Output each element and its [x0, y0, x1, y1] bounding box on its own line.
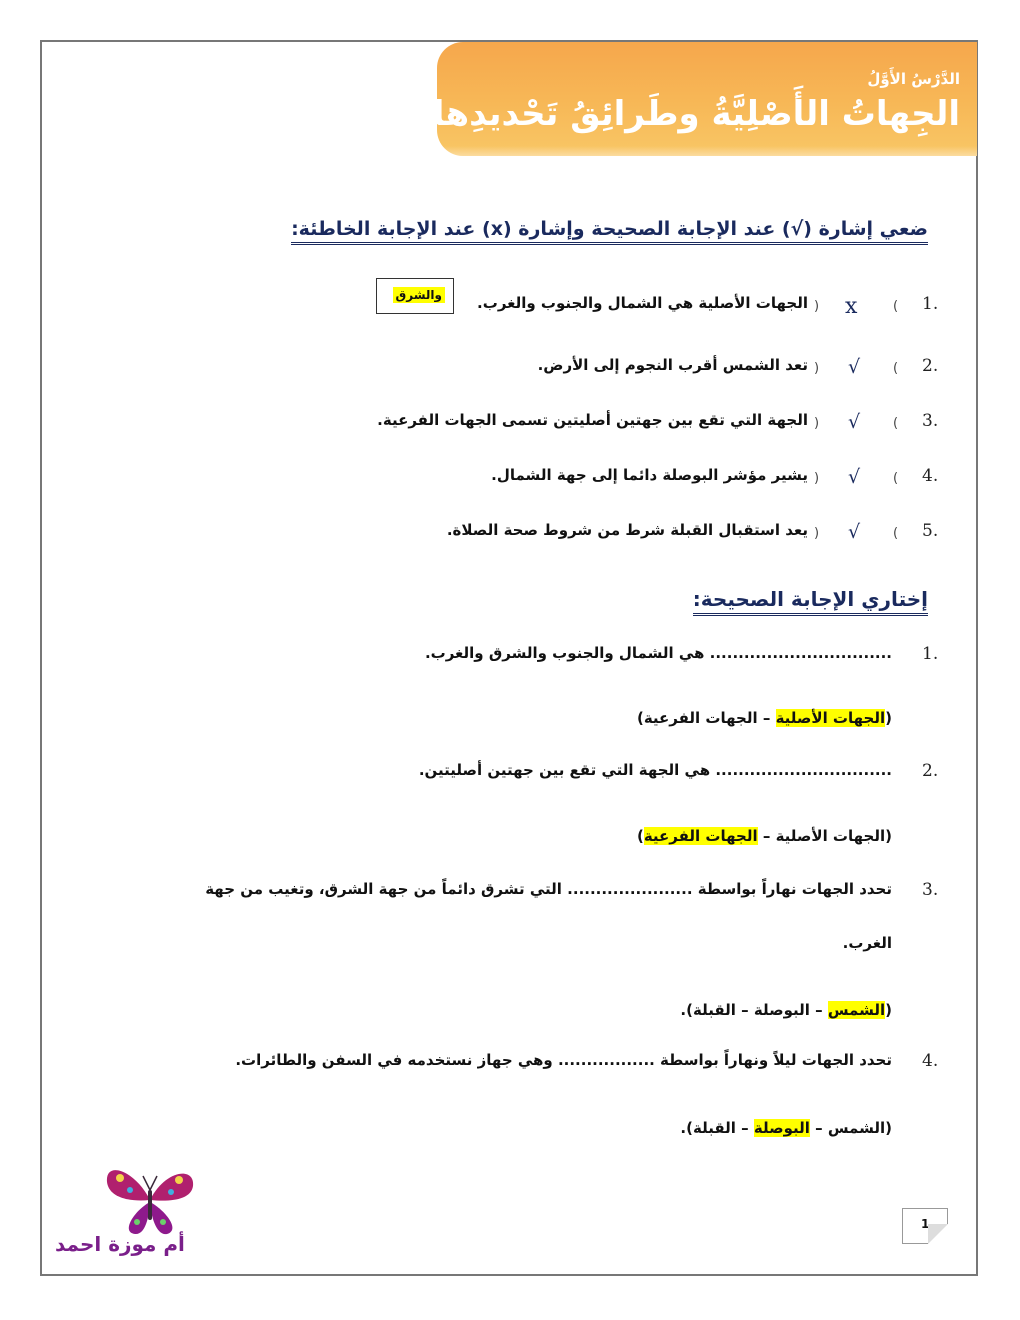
lesson-title: الجِهاتُ الأَصْلِيَّةُ وطَرائِقُ تَحْديدِها [432, 94, 960, 134]
item-number: 5. [922, 521, 939, 541]
correction-box [376, 278, 454, 314]
option-correct: البوصلة [753, 1119, 810, 1137]
close-paren: ) [814, 416, 820, 431]
options-close: ) [636, 709, 644, 727]
open-paren: ( [893, 416, 899, 431]
page-number: 1 [921, 1217, 930, 1231]
options-open: ( [885, 1119, 892, 1137]
option-correct: الجهات الأصلية [775, 709, 886, 727]
options-open: ( [885, 709, 892, 727]
question-number: 4. [922, 1051, 939, 1071]
options-line [680, 1119, 892, 1137]
option: القبلة [692, 1119, 736, 1137]
item-text: يشير مؤشر البوصلة دائما إلى جهة الشمال. [491, 466, 808, 484]
item-text: الجهة التي تقع بين جهتين أصليتين تسمى الجهات الفرعية. [377, 411, 808, 429]
item-number: 4. [922, 466, 939, 486]
wrong-mark: x [845, 294, 858, 319]
options-separator: – [809, 1001, 828, 1019]
check-mark: √ [848, 521, 861, 543]
question-number: 1. [922, 644, 939, 664]
options-line [637, 827, 892, 845]
butterfly-logo-icon [95, 1160, 205, 1240]
close-paren: ) [814, 299, 820, 314]
close-paren: ) [814, 471, 820, 486]
check-mark: √ [848, 356, 861, 378]
close-paren: ) [814, 526, 820, 541]
lesson-label: الدَّرْسُ الأَوَّلُ [867, 70, 960, 88]
section1-heading: ضعي إشارة (√) عند الإجابة الصحيحة وإشارة (x) عند الإجابة الخاطئة: [291, 218, 928, 245]
options-open: ( [885, 827, 892, 845]
item-text: تعد الشمس أقرب النجوم إلى الأرض. [537, 356, 808, 374]
option: الشمس [827, 1119, 886, 1137]
options-close: ). [680, 1001, 693, 1019]
check-mark: √ [848, 466, 861, 488]
open-paren: ( [893, 471, 899, 486]
open-paren: ( [893, 526, 899, 541]
item-number: 2. [922, 356, 939, 376]
options-close: ). [680, 1119, 693, 1137]
question-text: ................................ هي الشمال والجنوب والشرق والغرب. [424, 644, 892, 662]
logo-text: أم موزة احمد [55, 1232, 185, 1256]
option: الجهات الفرعية [643, 709, 758, 727]
options-line [680, 1001, 892, 1019]
options-separator: – [757, 827, 776, 845]
options-separator: – [735, 1119, 754, 1137]
option: الجهات الأصلية [775, 827, 886, 845]
options-separator: – [809, 1119, 828, 1137]
question-text: ............................... هي الجهة التي تقع بين جهتين أصليتين. [418, 761, 892, 779]
check-mark: √ [848, 411, 861, 433]
close-paren: ) [814, 361, 820, 376]
options-open: ( [885, 1001, 892, 1019]
options-line [637, 709, 892, 727]
item-text: الجهات الأصلية هي الشمال والجنوب والغرب. [477, 294, 808, 312]
options-close: ) [636, 827, 644, 845]
item-text: يعد استقبال القبلة شرط من شروط صحة الصلاة. [446, 521, 808, 539]
section2-heading: إختاري الإجابة الصحيحة: [693, 587, 928, 616]
question-number: 3. [922, 880, 939, 900]
option-correct: الشمس [827, 1001, 886, 1019]
option: القبلة [692, 1001, 736, 1019]
question-text: تحدد الجهات نهاراً بواسطة ...................... التي تشرق دائماً من جهة الشرق، وتغيب من جهة [205, 880, 892, 898]
option: البوصلة [753, 1001, 810, 1019]
open-paren: ( [893, 299, 899, 314]
options-separator: – [757, 709, 776, 727]
page-number-box [902, 1208, 948, 1244]
question-text: تحدد الجهات ليلاً ونهاراً بواسطة ................. وهي جهاز نستخدمه في السفن والطائرات. [235, 1051, 892, 1069]
correction-text: والشرق [393, 287, 445, 303]
option-correct: الجهات الفرعية [643, 827, 758, 845]
question-text-continued: الغرب. [842, 934, 892, 952]
open-paren: ( [893, 361, 899, 376]
item-number: 3. [922, 411, 939, 431]
question-number: 2. [922, 761, 939, 781]
item-number: 1. [922, 294, 939, 314]
banner-fade [437, 146, 977, 156]
options-separator: – [735, 1001, 754, 1019]
